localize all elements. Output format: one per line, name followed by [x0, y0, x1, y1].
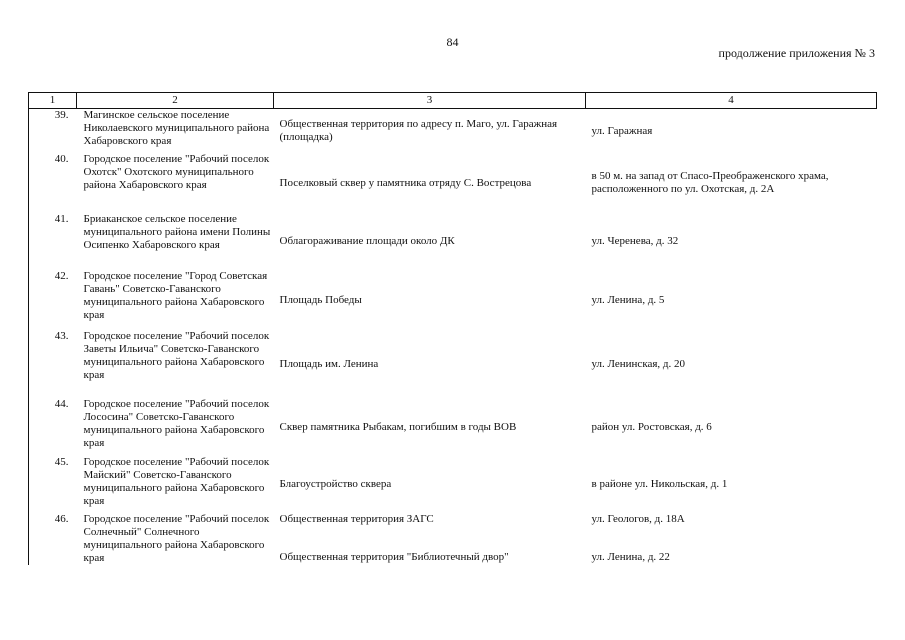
table-row: [29, 398, 877, 456]
column-header-2: 2: [77, 93, 274, 109]
municipality-cell: Магинское сельское поселение Николаевского муниципального района Хабаровского края: [83, 109, 270, 147]
territory-cell: Общественная территория по адресу п. Маго, ул. Гаражная (площадка): [279, 118, 558, 143]
table-row: [29, 213, 877, 270]
table-row: [29, 270, 877, 330]
column-header-3: 3: [274, 93, 586, 109]
address-cell: ул. Ленинская, д. 20: [591, 357, 686, 370]
table-row: [29, 153, 877, 213]
address-item: ул. Геологов, д. 18А: [591, 513, 685, 525]
address-cell: [586, 513, 877, 565]
address-cell: в 50 м. на запад от Спасо-Преображенского храма, расположенного по ул. Охотская, д. 2А: [591, 170, 829, 195]
territory-cell: Благоустройство сквера: [279, 478, 392, 490]
territory-cell: Облагораживание площади около ДК: [279, 235, 455, 247]
municipality-cell: Городское поселение "Рабочий поселок Лососина" Советско-Гаванского муниципального района Хабаровского края: [83, 398, 270, 449]
municipality-cell: Городское поселение "Рабочий поселок Заветы Ильича" Советско-Гаванского муниципального района Хабаровского края: [83, 330, 270, 381]
territory-item: Общественная территория "Библиотечный двор": [279, 551, 509, 563]
territory-cell: Поселковый сквер у памятника отряду С. Вострецова: [279, 176, 532, 189]
column-header-4: 4: [586, 93, 877, 109]
table-row: [29, 330, 877, 398]
address-cell: ул. Ленина, д. 5: [591, 293, 665, 306]
territory-item: Общественная территория ЗАГС: [279, 513, 434, 525]
table-row: [29, 513, 877, 565]
row-number: 41.: [29, 213, 77, 270]
row-number: 39.: [29, 109, 77, 154]
address-cell: ул. Черенева, д. 32: [591, 235, 679, 247]
row-number: 40.: [29, 153, 77, 213]
row-number: 44.: [29, 398, 77, 456]
row-number: 46.: [29, 513, 77, 565]
row-number: 42.: [29, 270, 77, 330]
address-cell: район ул. Ростовская, д. 6: [591, 420, 712, 433]
territory-cell: Площадь им. Ленина: [279, 357, 379, 370]
appendix-continuation-label: продолжение приложения № 3: [718, 46, 875, 60]
municipality-cell: Городское поселение "Рабочий поселок Солнечный" Солнечного муниципального района Хабаровского края: [83, 513, 270, 564]
column-header-1: 1: [29, 93, 77, 109]
municipality-cell: Городское поселение "Город Советская Гавань" Советско-Гаванского муниципального района Хабаровского края: [83, 270, 268, 321]
territory-cell: Площадь Победы: [279, 293, 362, 306]
row-number: 45.: [29, 456, 77, 513]
address-cell: в районе ул. Никольская, д. 1: [591, 478, 728, 490]
territory-cell: [274, 513, 586, 565]
page-number: 84: [446, 35, 459, 49]
row-number: 43.: [29, 330, 77, 398]
table-row: [29, 456, 877, 513]
table-row: [29, 109, 877, 154]
public-territories-table: [28, 92, 877, 565]
municipality-cell: Городское поселение "Рабочий поселок Майский" Советско-Гаванского муниципального района Хабаровского края: [83, 456, 270, 507]
municipality-cell: Бриаканское сельское поселение муниципального района имени Полины Осипенко Хабаровского края: [83, 213, 271, 251]
table-header-row: [29, 93, 877, 109]
territory-cell: Сквер памятника Рыбакам, погибшим в годы ВОВ: [279, 420, 517, 433]
address-cell: ул. Гаражная: [591, 124, 653, 137]
address-item: ул. Ленина, д. 22: [591, 551, 670, 563]
appendix-table: [28, 92, 876, 565]
municipality-cell: Городское поселение "Рабочий поселок Охотск" Охотского муниципального района Хабаровского края: [83, 153, 270, 191]
